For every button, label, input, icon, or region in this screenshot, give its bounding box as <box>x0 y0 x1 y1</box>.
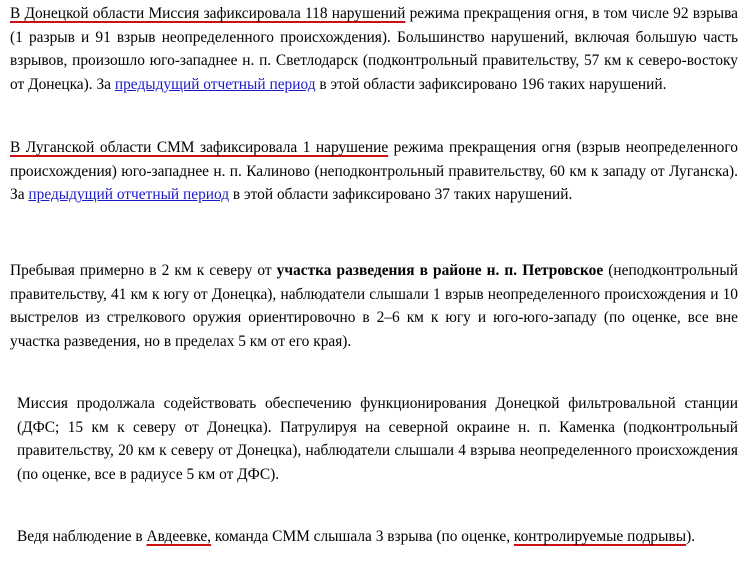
avdiivka-text-2: команда СММ слышала 3 взрыва (по оценке, <box>211 528 514 545</box>
petrovske-text-2: (неподконтрольный правительству, 41 км к югу от Донецка), наблюдатели слышали 1 взрыв неопределенного происхождения и 10 выстрелов из стрелкового оружия ориентировочно в 2–6 км к югу и юго-юго-западу (по оценке, все вне участка разведения, но в пределах 5 км от его края). <box>10 262 738 350</box>
luhansk-text-1: режима прекращения огня (взрыв неопределенного происхождения) юго-западнее н. п. Калиново (неподконтрольный правительству, 60 км к западу от Луганска). За <box>10 139 738 204</box>
donetsk-text-1: режима прекращения огня, в том числе 92 взрыва (1 разрыв и 91 взрыв неопределенного происхождения). Большинство нарушений, включая большую часть взрывов, произошло юго-западнее н. п. Светлодарск (подконтрольный правительству, 57 км к северо-востоку от Донецка). За <box>10 5 739 93</box>
dfs-text: Миссия продолжала содействовать обеспечению функционирования Донецкой фильтровальной станции (ДФС; 15 км к северу от Донецка). Патрулируя на северной окраине н. п. Каменка (подконтрольный правительству, 20 км к северу от Донецка), наблюдатели слышали 4 взрыва неопределенного происхождения (по оценке, все в радиусе 5 км от ДФС). <box>17 395 738 483</box>
avdiivka-controlled-detonations: контролируемые подрывы <box>513 528 687 545</box>
donetsk-text-2: в этой области зафиксировано 196 таких нарушений. <box>315 75 667 93</box>
luhansk-text-2: в этой области зафиксировано 37 таких нарушений. <box>229 186 573 204</box>
avdiivka-text-1: Ведя наблюдение в <box>17 528 147 545</box>
paragraph-donetsk <box>10 2 738 96</box>
luhansk-previous-period-link[interactable]: предыдущий отчетный период <box>28 186 230 204</box>
luhansk-lead: В Луганской области СММ зафиксировала 1 нарушение <box>10 139 389 156</box>
petrovske-text-1: Пребывая примерно в 2 км к северу от <box>10 262 277 279</box>
petrovske-disengagement-area: участка разведения в районе н. п. Петровское <box>276 262 604 279</box>
paragraph-avdiivka <box>17 525 738 549</box>
paragraph-luhansk <box>10 136 738 207</box>
donetsk-previous-period-link[interactable]: предыдущий отчетный период <box>114 75 316 93</box>
paragraph-petrovske <box>10 259 738 353</box>
avdiivka-text-3: ). <box>686 528 696 545</box>
donetsk-lead: В Донецкой области Миссия зафиксировала 118 нарушений <box>10 5 406 22</box>
paragraph-dfs <box>17 392 738 486</box>
avdiivka-place: Авдеевке, <box>146 528 212 545</box>
